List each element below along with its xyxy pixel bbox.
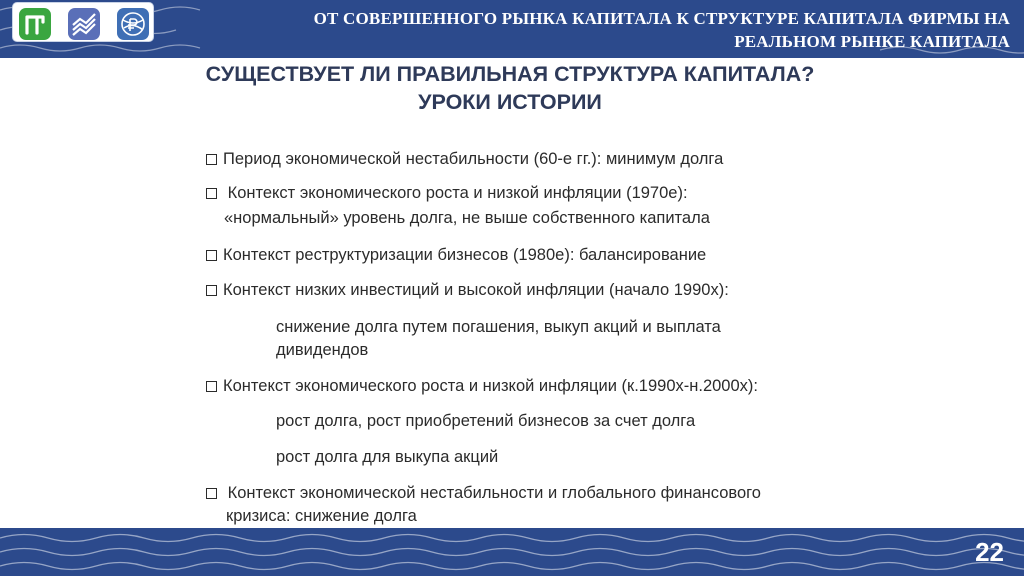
list-item [206,482,761,504]
checkbox-bullet-icon [206,250,217,261]
footer-bar [0,528,1024,576]
sub-item: снижение долга путем погашения, выкуп акций и выплата [276,318,721,336]
list-item [206,375,758,397]
checkbox-bullet-icon [206,188,217,199]
item-text: Контекст экономической нестабильности и глобального финансового [223,484,761,502]
header-title-line-2: РЕАЛЬНОМ РЫНКЕ КАПИТАЛА [734,32,1010,51]
sub-item: рост долга, рост приобретений бизнесов за счет долга [276,412,696,430]
sub-item: рост долга для выкупа акций [276,448,499,466]
slide-title-line-1: СУЩЕСТВУЕТ ЛИ ПРАВИЛЬНАЯ СТРУКТУРА КАПИТАЛА? [205,62,815,86]
item-text: Период экономической нестабильности (60-е гг.): минимум долга [223,150,724,168]
slide-title-line-2: УРОКИ ИСТОРИИ [418,90,602,114]
list-item [206,182,688,204]
checkbox-bullet-icon [206,285,217,296]
item-text: Контекст экономического роста и низкой инфляции (к.1990х-н.2000х): [223,377,758,395]
header-title-line-1: ОТ СОВЕРШЕННОГО РЫНКА КАПИТАЛА К СТРУКТУРЕ КАПИТАЛА ФИРМЫ НА [313,9,1010,28]
list-item [206,148,723,170]
list-item [206,279,729,301]
page-number: 22 [975,537,1004,567]
list-item-continuation: кризиса: снижение долга [226,507,417,525]
checkbox-bullet-icon [206,154,217,165]
item-text: Контекст низких инвестиций и высокой инфляции (начало 1990х): [223,281,729,299]
checkbox-bullet-icon [206,381,217,392]
item-text: Контекст реструктуризации бизнесов (1980е): балансирование [223,246,707,264]
checkbox-bullet-icon [206,488,217,499]
wave-pattern [0,528,1024,576]
list-item-continuation: «нормальный» уровень долга, не выше собственного капитала [224,209,710,227]
sub-item-continuation: дивидендов [276,341,369,359]
item-text: Контекст экономического роста и низкой инфляции (1970е): [223,184,688,202]
list-item [206,244,706,266]
